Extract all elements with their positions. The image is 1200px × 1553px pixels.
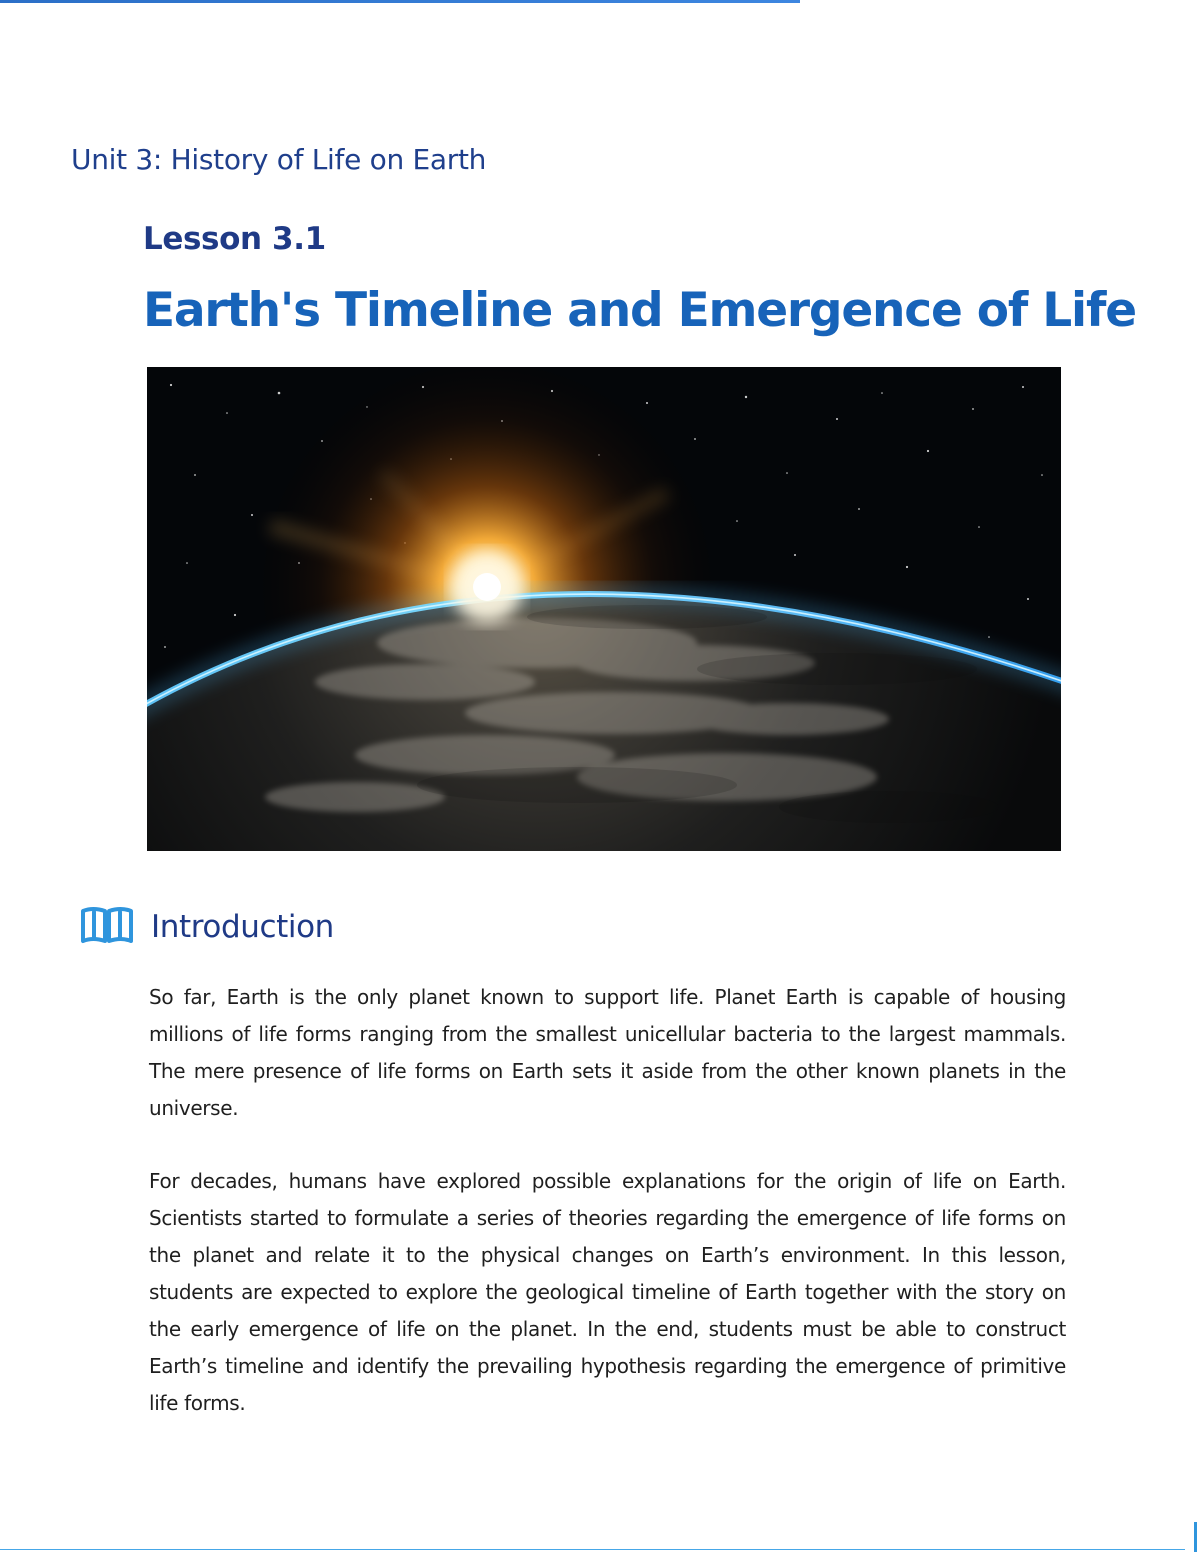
introduction-heading: Introduction [151, 909, 334, 945]
introduction-paragraph: For decades, humans have explored possible explanations for the origin of life on Earth. Scientists started to formulate a series of theories regarding the emergence of life forms on the planet and relate it to the physical changes on Earth’s environment. In this lesson, students are expected to explore the geological timeline of Earth together with the story on the early emergence of life on the planet. In the end, students must be able to construct Earth’s timeline and identify the prevailing hypothesis regarding the emergence of primitive life forms. [149, 1169, 1066, 1415]
lesson-title: Earth's Timeline and Emergence of Life [143, 283, 1136, 338]
bottom-accent-rule [0, 1549, 1185, 1550]
earth-sunrise-illustration [147, 367, 1061, 851]
open-book-icon [80, 904, 134, 946]
page-edge-marker [1194, 1522, 1197, 1552]
hero-image [147, 367, 1061, 851]
introduction-paragraph: So far, Earth is the only planet known to support life. Planet Earth is capable of housing millions of life forms ranging from the smallest unicellular bacteria to the largest mammals. The mere presence of life forms on Earth sets it aside from the other known planets in the universe. [149, 985, 1066, 1120]
top-accent-rule [0, 0, 800, 3]
unit-title: Unit 3: History of Life on Earth [71, 143, 487, 176]
lesson-number: Lesson 3.1 [143, 221, 326, 257]
